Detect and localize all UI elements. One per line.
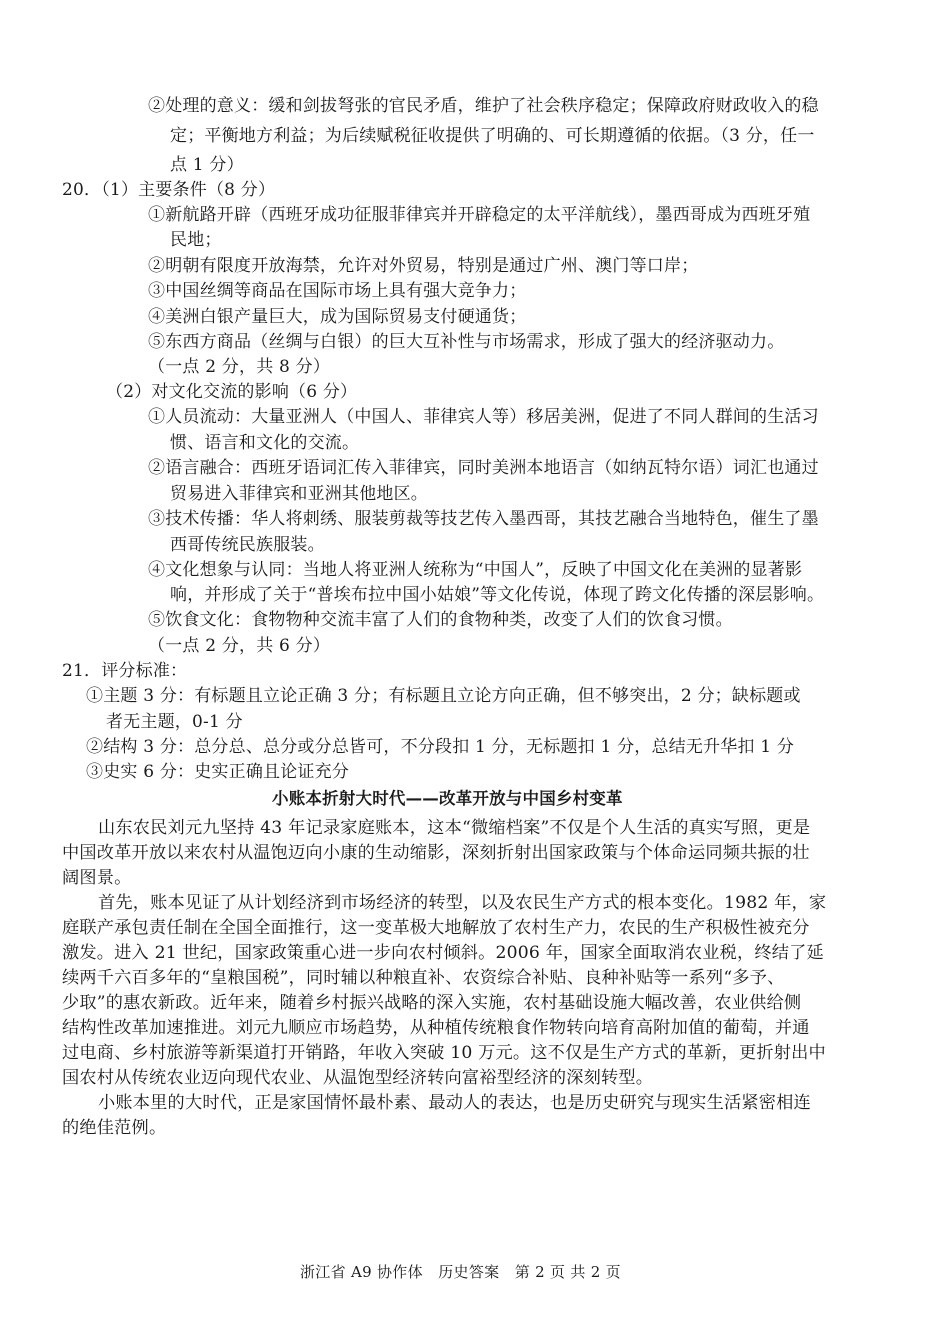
line-19-2c: 点 1 分）	[170, 155, 244, 175]
essay-line: 小账本里的大时代，正是家国情怀最朴素、最动人的表达，也是历史研究与现实生活紧密相连	[98, 1093, 811, 1113]
q20-1-item1b: 民地；	[170, 230, 222, 250]
essay-line: 激发。进入 21 世纪，国家政策重心进一步向农村倾斜。2006 年，国家全面取消农业税，终结了延	[62, 943, 824, 963]
q20-2-header: （2）对文化交流的影响（6 分）	[106, 382, 358, 402]
q21-criterion1b: 者无主题，0-1 分	[106, 712, 243, 732]
essay-title: 小账本折射大时代——改革开放与中国乡村变革	[272, 789, 623, 808]
q20-2-item1b: 惯、语言和文化的交流。	[170, 433, 360, 453]
q20-1-item1a: ①新航路开辟（西班牙成功征服菲律宾并开辟稳定的太平洋航线），墨西哥成为西班牙殖	[148, 205, 811, 225]
line-19-2b: 定；平衡地方利益；为后续赋税征收提供了明确的、可长期遵循的依据。（3 分，任一	[170, 126, 815, 146]
q20-1-item3: ③中国丝绸等商品在国际市场上具有强大竞争力；	[148, 281, 527, 301]
q20-header: 20．（1）主要条件（8 分）	[62, 180, 276, 200]
essay-line: 山东农民刘元九坚持 43 年记录家庭账本，这本“微缩档案”不仅是个人生活的真实写照，更是	[98, 818, 811, 838]
essay-line: 过电商、乡村旅游等新渠道打开销路，年收入突破 10 万元。这不仅是生产方式的革新，更折射出中	[62, 1043, 826, 1063]
essay-line: 续两千六百多年的“皇粮国税”，同时辅以种粮直补、农资综合补贴、良种补贴等一系列“多予、	[62, 968, 785, 988]
essay-line: 国农村从传统农业迈向现代农业、从温饱型经济转向富裕型经济的深刻转型。	[62, 1068, 654, 1088]
q21-criterion2: ②结构 3 分：总分总、总分或分总皆可，不分段扣 1 分，无标题扣 1 分，总结无升华扣 1 分	[86, 737, 795, 757]
page-footer: 浙江省 A9 协作体 历史答案 第 2 页 共 2 页	[300, 1263, 621, 1281]
essay-line: 结构性改革加速推进。刘元九顺应市场趋势，从种植传统粮食作物转向培育高附加值的葡萄，并通	[62, 1018, 810, 1038]
essay-line: 阔图景。	[62, 868, 132, 888]
q20-2-item2b: 贸易进入菲律宾和亚洲其他地区。	[170, 484, 428, 504]
essay-line: 中国改革开放以来农村从温饱迈向小康的生动缩影，深刻折射出国家政策与个体命运同频共振的壮	[62, 843, 810, 863]
q20-1-item4: ④美洲白银产量巨大，成为国际贸易支付硬通货；	[148, 307, 527, 327]
q20-1-score: （一点 2 分，共 8 分）	[148, 357, 331, 377]
q21-criterion3: ③史实 6 分：史实正确且论证充分	[86, 762, 350, 782]
line-19-2a: ②处理的意义：缓和剑拔弩张的官民矛盾，维护了社会秩序稳定；保障政府财政收入的稳	[148, 96, 819, 116]
q20-1-item2: ②明朝有限度开放海禁，允许对外贸易，特别是通过广州、澳门等口岸；	[148, 256, 699, 276]
q21-header: 21．评分标准：	[62, 661, 188, 681]
q20-2-item3a: ③技术传播：华人将刺绣、服装剪裁等技艺传入墨西哥，其技艺融合当地特色，催生了墨	[148, 509, 819, 529]
q20-2-score: （一点 2 分，共 6 分）	[148, 636, 331, 656]
q20-2-item4a: ④文化想象与认同：当地人将亚洲人统称为“中国人”，反映了中国文化在美洲的显著影	[148, 560, 803, 580]
q21-criterion1a: ①主题 3 分：有标题且立论正确 3 分；有标题且立论方向正确，但不够突出，2 分；缺标题或	[86, 686, 801, 706]
q20-2-item1a: ①人员流动：大量亚洲人（中国人、菲律宾人等）移居美洲，促进了不同人群间的生活习	[148, 407, 819, 427]
essay-line: 少取”的惠农新政。近年来，随着乡村振兴战略的深入实施，农村基础设施大幅改善，农业供给侧	[62, 993, 802, 1013]
essay-line: 的绝佳范例。	[62, 1118, 167, 1138]
q20-2-item5: ⑤饮食文化：食物物种交流丰富了人们的食物种类，改变了人们的饮食习惯。	[148, 610, 733, 630]
q20-1-item5: ⑤东西方商品（丝绸与白银）的巨大互补性与市场需求，形成了强大的经济驱动力。	[148, 332, 785, 352]
essay-line: 首先，账本见证了从计划经济到市场经济的转型，以及农民生产方式的根本变化。1982 年，家	[98, 893, 827, 913]
essay-line: 庭联产承包责任制在全国全面推行，这一变革极大地解放了农村生产力，农民的生产积极性被充分	[62, 918, 810, 938]
q20-2-item4b: 响，并形成了关于“普埃布拉中国小姑娘”等文化传说，体现了跨文化传播的深层影响。	[170, 585, 825, 605]
q20-2-item3b: 西哥传统民族服装。	[170, 535, 325, 555]
q20-2-item2a: ②语言融合：西班牙语词汇传入菲律宾，同时美洲本地语言（如纳瓦特尔语）词汇也通过	[148, 458, 819, 478]
